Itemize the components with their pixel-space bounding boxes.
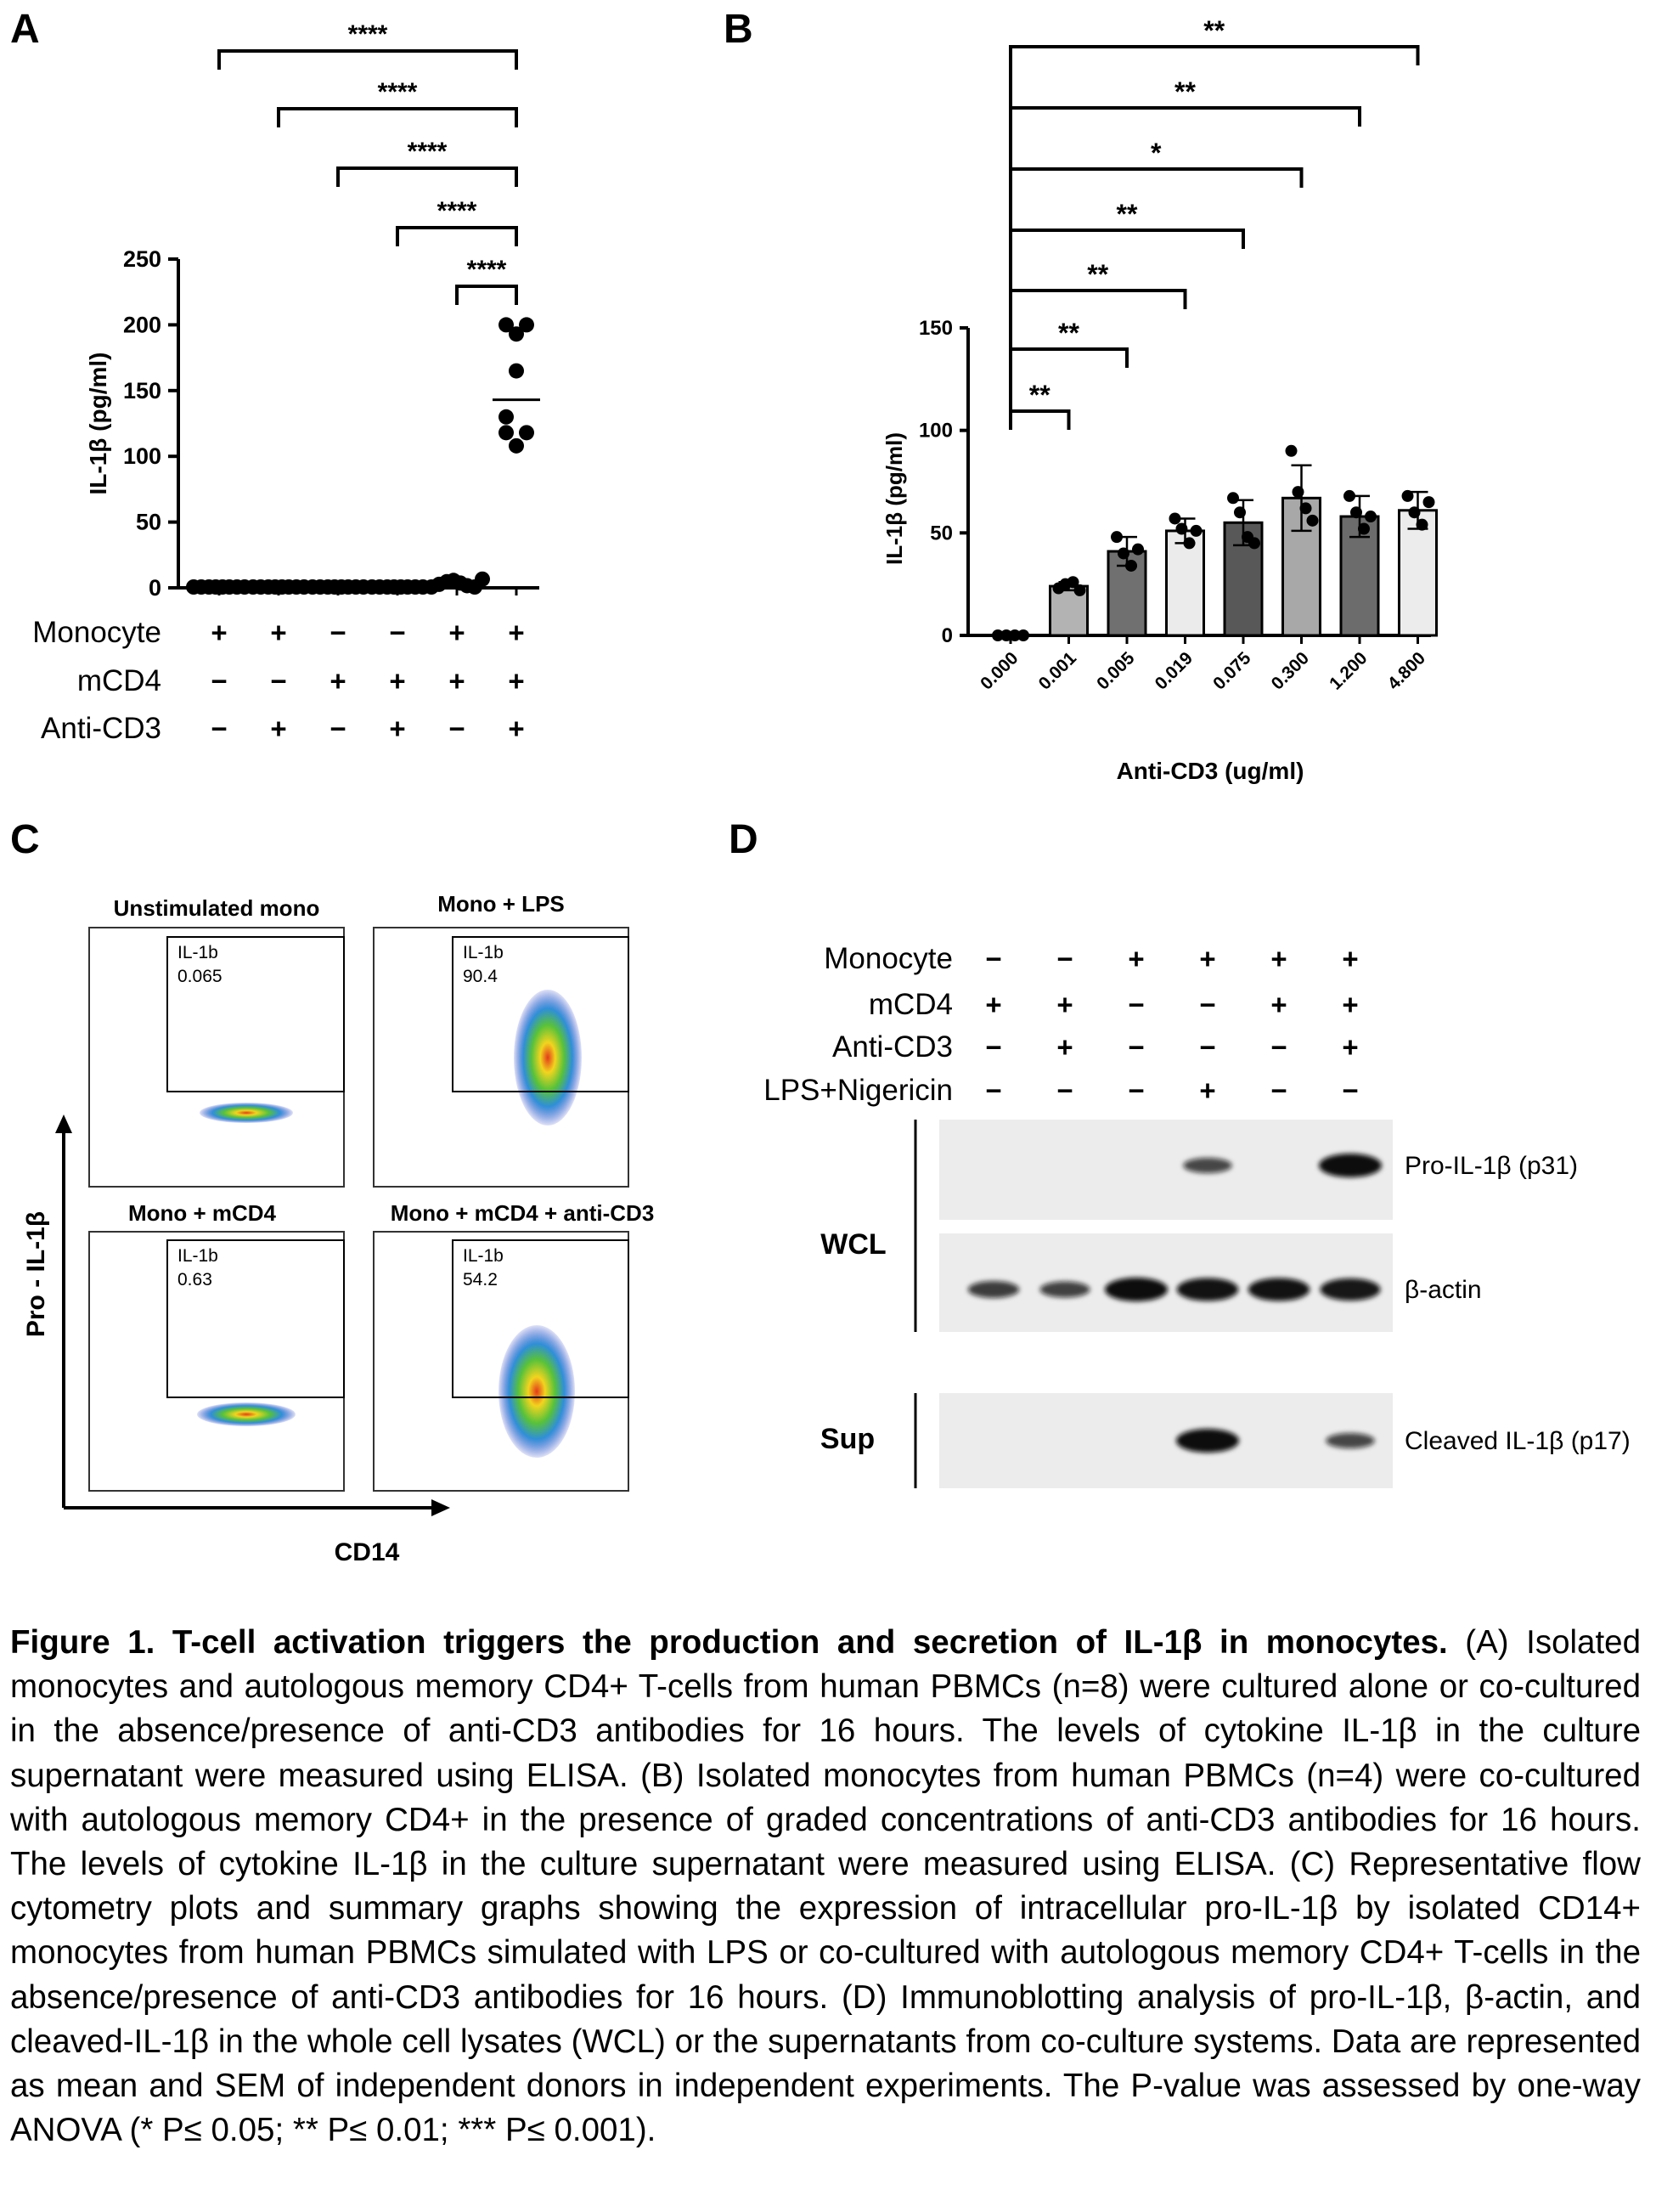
d-condition-sign: +	[1342, 989, 1359, 1020]
a-data-point	[519, 425, 534, 440]
b-sig-bracket	[1011, 291, 1186, 309]
d-condition-sign: −	[1128, 1075, 1145, 1106]
c-y-axis-arrowhead	[55, 1114, 72, 1133]
b-sig-stars: **	[1087, 259, 1109, 290]
caption-body: (A) Isolated monocytes and autologous memory CD4+ T-cells from human PBMCs (n=8) were cultured alone or co-cultured in the absence/presence of anti-CD3 antibodies for 16 hours. The levels of cytokine IL-1β in the culture supernatant were measured using ELISA. (B) Isolated monocytes from human PBMCs (n=4) were co-cultured with autologous memory CD4+ in the presence of graded concentrations of anti-CD3 antibodies for 16 hours. The levels of cytokine IL-1β in the culture supernatant were measured using ELISA. (C) Representative flow cytometry plots and summary graphs showing the expression of intracellular pro-IL-1β by isolated CD14+ monocytes from human PBMCs simulated with LPS or co-cultured with autologous memory CD4+ T-cells in the absence/presence of anti-CD3 antibodies for 16 hours. (D) Immunoblotting analysis of pro-IL-1β, β-actin, and cleaved-IL-1β in the whole cell lysates (WCL) or the supernatants from co-culture systems. Data are represented as mean and SEM of independent donors in independent experiments. The P-value was assessed by one-way ANOVA (* P≤ 0.05; ** P≤ 0.01; *** P≤ 0.001).	[10, 1624, 1641, 2149]
panel-d	[729, 817, 1631, 1488]
d-blot-band	[1183, 1158, 1232, 1173]
a-condition-sign: −	[389, 617, 406, 648]
b-data-point	[1169, 512, 1181, 524]
a-data-point	[498, 425, 514, 440]
b-data-point	[1234, 506, 1246, 518]
panel-b-significance	[1011, 15, 1418, 430]
b-x-tick-label: 0.000	[977, 648, 1022, 694]
a-condition-sign: +	[389, 713, 406, 744]
panel-a	[10, 7, 540, 745]
d-condition-sign: −	[1056, 943, 1073, 974]
a-condition-sign: +	[330, 665, 346, 697]
b-data-point	[1409, 506, 1421, 518]
a-condition-sign: +	[389, 665, 406, 697]
d-blot-label: Cleaved IL-1β (p17)	[1405, 1427, 1631, 1455]
d-condition-sign: +	[1342, 1031, 1359, 1063]
c-plot-title: Mono + mCD4 + anti-CD3	[390, 1200, 655, 1226]
d-blot-band	[1321, 1278, 1381, 1301]
d-blot-band	[1040, 1282, 1090, 1298]
panel-a-conditions	[32, 616, 524, 745]
a-condition-label: mCD4	[76, 664, 161, 697]
b-y-tick-label: 0	[941, 624, 953, 647]
b-sig-bracket	[1011, 47, 1418, 65]
d-condition-sign: +	[1128, 943, 1145, 974]
b-data-point	[1227, 492, 1239, 504]
d-condition-sign: +	[1342, 943, 1359, 974]
d-condition-sign: +	[1270, 989, 1287, 1020]
b-x-axis-label: Anti-CD3 (ug/ml)	[1116, 758, 1304, 784]
d-condition-label: mCD4	[868, 988, 953, 1021]
a-data-point	[509, 326, 524, 341]
panel-a-points	[186, 317, 540, 595]
d-blot-label: β-actin	[1405, 1276, 1482, 1304]
b-data-point	[1017, 629, 1029, 641]
c-density-cloud	[498, 1325, 575, 1458]
d-blot-membrane	[939, 1393, 1393, 1488]
a-condition-sign: +	[448, 665, 465, 697]
c-x-axis-arrowhead	[431, 1499, 450, 1516]
d-condition-sign: −	[1342, 1075, 1359, 1106]
b-data-point	[1132, 544, 1144, 556]
d-condition-sign: +	[1270, 943, 1287, 974]
d-condition-sign: −	[1128, 989, 1145, 1020]
b-data-point	[1358, 523, 1370, 535]
b-data-point	[1248, 537, 1260, 549]
d-condition-label: Anti-CD3	[832, 1030, 953, 1064]
b-data-point	[1118, 547, 1129, 559]
d-condition-sign: −	[1199, 989, 1216, 1020]
d-condition-sign: +	[1199, 1075, 1216, 1106]
b-data-point	[1350, 506, 1362, 518]
a-condition-sign: +	[270, 617, 287, 648]
c-gate-label: IL-1b	[463, 943, 504, 962]
c-gate-value: 90.4	[463, 967, 498, 986]
a-sig-bracket	[338, 168, 516, 187]
b-data-point	[1286, 445, 1298, 457]
b-sig-bracket	[1011, 169, 1302, 188]
c-plot-frame	[374, 928, 628, 1187]
b-y-tick-label: 150	[918, 317, 953, 340]
b-sig-stars: **	[1028, 380, 1050, 410]
a-sig-stars: ****	[377, 78, 418, 106]
b-data-point	[1111, 531, 1123, 543]
b-data-point	[1343, 490, 1355, 502]
panel-d-conditions	[763, 942, 1358, 1107]
d-blot-band	[1105, 1278, 1168, 1301]
b-data-point	[1300, 502, 1312, 514]
d-blot-band	[968, 1281, 1020, 1298]
d-blot-band	[1319, 1154, 1382, 1177]
b-x-tick-label: 0.300	[1267, 648, 1314, 694]
d-condition-sign: −	[985, 1031, 1002, 1063]
a-y-tick-label: 200	[122, 312, 161, 338]
d-condition-sign: −	[1199, 1031, 1216, 1063]
d-condition-sign: +	[1199, 943, 1216, 974]
c-y-axis-label: Pro - IL-1β	[22, 1210, 50, 1338]
d-condition-sign: −	[1056, 1075, 1073, 1106]
panel-c-plots	[89, 891, 654, 1491]
b-x-tick-label: 0.075	[1209, 648, 1255, 694]
caption-title: Figure 1. T-cell activation triggers the production and secretion of IL-1β in monocytes.	[10, 1624, 1448, 1661]
c-gate-value: 0.63	[177, 1270, 212, 1289]
c-gate-label: IL-1b	[463, 1246, 504, 1266]
a-condition-sign: +	[270, 713, 287, 744]
a-condition-sign: −	[330, 617, 346, 648]
c-plot-frame	[374, 1232, 628, 1491]
d-sup-label: Sup	[820, 1423, 876, 1455]
c-gate-value: 54.2	[463, 1270, 498, 1289]
a-condition-sign: +	[211, 617, 228, 648]
d-blot-band	[1248, 1278, 1310, 1301]
b-sig-stars: **	[1174, 76, 1196, 107]
b-data-point	[1402, 490, 1414, 502]
panel-b	[724, 7, 1437, 784]
a-data-point	[509, 438, 524, 454]
a-condition-sign: +	[508, 713, 525, 744]
c-plot-title: Mono + mCD4	[127, 1200, 277, 1226]
b-x-tick-label: 1.200	[1326, 648, 1372, 694]
b-y-axis-label: IL-1β (pg/ml)	[882, 432, 907, 565]
a-condition-sign: −	[448, 713, 465, 744]
a-y-tick-label: 100	[122, 443, 161, 470]
c-x-axis-label: CD14	[334, 1538, 400, 1566]
c-plot-title: Mono + LPS	[437, 891, 565, 917]
b-data-point	[1423, 496, 1435, 508]
d-blot-band	[1177, 1278, 1239, 1301]
a-y-tick-label: 50	[135, 509, 161, 535]
d-condition-sign: +	[1056, 1031, 1073, 1063]
c-gate-label: IL-1b	[177, 943, 218, 962]
b-data-point	[1191, 525, 1203, 537]
b-sig-stars: *	[1151, 138, 1162, 168]
c-gate-value: 0.065	[177, 967, 222, 986]
panel-b-letter: B	[724, 7, 753, 52]
panel-c	[10, 817, 654, 1566]
b-data-point	[1293, 486, 1304, 498]
b-data-point	[1184, 537, 1196, 549]
c-gate-label: IL-1b	[177, 1246, 218, 1266]
a-condition-sign: −	[270, 665, 287, 697]
d-wcl-label: WCL	[820, 1228, 887, 1261]
b-sig-bracket	[1011, 108, 1360, 127]
d-condition-sign: −	[1270, 1031, 1287, 1063]
a-y-tick-label: 150	[122, 377, 161, 403]
d-condition-sign: −	[1128, 1031, 1145, 1063]
c-density-cloud	[200, 1103, 293, 1123]
a-condition-sign: +	[508, 617, 525, 648]
b-sig-stars: **	[1058, 318, 1079, 348]
b-y-tick-label: 50	[930, 522, 953, 545]
d-blot-label: Pro-IL-1β (p31)	[1405, 1152, 1578, 1180]
b-sig-bracket	[1011, 230, 1243, 249]
b-data-point	[1125, 560, 1137, 572]
a-data-point	[498, 409, 514, 425]
c-plot-frame	[89, 1232, 344, 1491]
a-condition-sign: +	[508, 665, 525, 697]
panel-b-bars	[992, 445, 1437, 641]
d-blot-band	[1176, 1429, 1239, 1453]
a-sig-stars: ****	[347, 20, 388, 48]
b-x-tick-label: 0.019	[1151, 648, 1197, 694]
a-condition-sign: +	[448, 617, 465, 648]
a-condition-sign: −	[211, 665, 228, 697]
b-sig-stars: **	[1116, 199, 1138, 229]
panel-d-letter: D	[729, 817, 758, 862]
d-condition-sign: −	[985, 943, 1002, 974]
a-sig-stars: ****	[437, 197, 477, 225]
a-sig-stars: ****	[466, 256, 507, 284]
d-condition-sign: +	[1056, 989, 1073, 1020]
d-condition-sign: −	[985, 1075, 1002, 1106]
a-sig-bracket	[457, 286, 516, 305]
b-data-point	[1176, 523, 1188, 535]
c-plot-title: Unstimulated mono	[113, 895, 320, 921]
panel-a-significance	[219, 20, 516, 305]
panel-c-letter: C	[10, 817, 40, 862]
b-data-point	[1417, 519, 1428, 531]
b-data-point	[1307, 515, 1319, 527]
d-condition-sign: −	[1270, 1075, 1287, 1106]
a-condition-sign: −	[330, 713, 346, 744]
a-condition-label: Anti-CD3	[41, 712, 161, 745]
a-y-tick-label: 250	[122, 246, 161, 272]
b-data-point	[1365, 511, 1377, 522]
c-density-cloud	[197, 1402, 296, 1426]
b-sig-bracket	[1011, 349, 1127, 368]
a-sig-bracket	[397, 228, 516, 246]
a-condition-sign: −	[211, 713, 228, 744]
b-data-point	[1074, 584, 1086, 596]
b-sig-stars: **	[1203, 15, 1225, 46]
figure-caption	[10, 1621, 1641, 2153]
panel-a-letter: A	[10, 7, 40, 52]
b-x-tick-label: 4.800	[1383, 648, 1430, 694]
a-sig-bracket	[279, 109, 516, 127]
b-sig-bracket	[1011, 411, 1069, 430]
a-data-point	[475, 572, 490, 587]
a-data-point	[509, 364, 524, 379]
b-x-tick-label: 0.005	[1093, 648, 1139, 694]
a-y-tick-label: 0	[148, 575, 161, 601]
c-density-cloud	[514, 990, 582, 1126]
a-sig-stars: ****	[407, 138, 448, 166]
a-y-axis-label: IL-1β (pg/ml)	[85, 352, 111, 495]
d-condition-label: LPS+Nigericin	[763, 1074, 953, 1107]
panel-d-blots	[939, 1120, 1631, 1488]
d-condition-label: Monocyte	[824, 942, 953, 975]
d-blot-band	[1326, 1433, 1375, 1448]
b-x-tick-label: 0.001	[1034, 648, 1081, 694]
a-condition-label: Monocyte	[32, 616, 161, 649]
a-sig-bracket	[219, 51, 516, 70]
b-y-tick-label: 100	[918, 419, 953, 443]
panel-a-axes	[85, 246, 539, 601]
d-condition-sign: +	[985, 989, 1002, 1020]
